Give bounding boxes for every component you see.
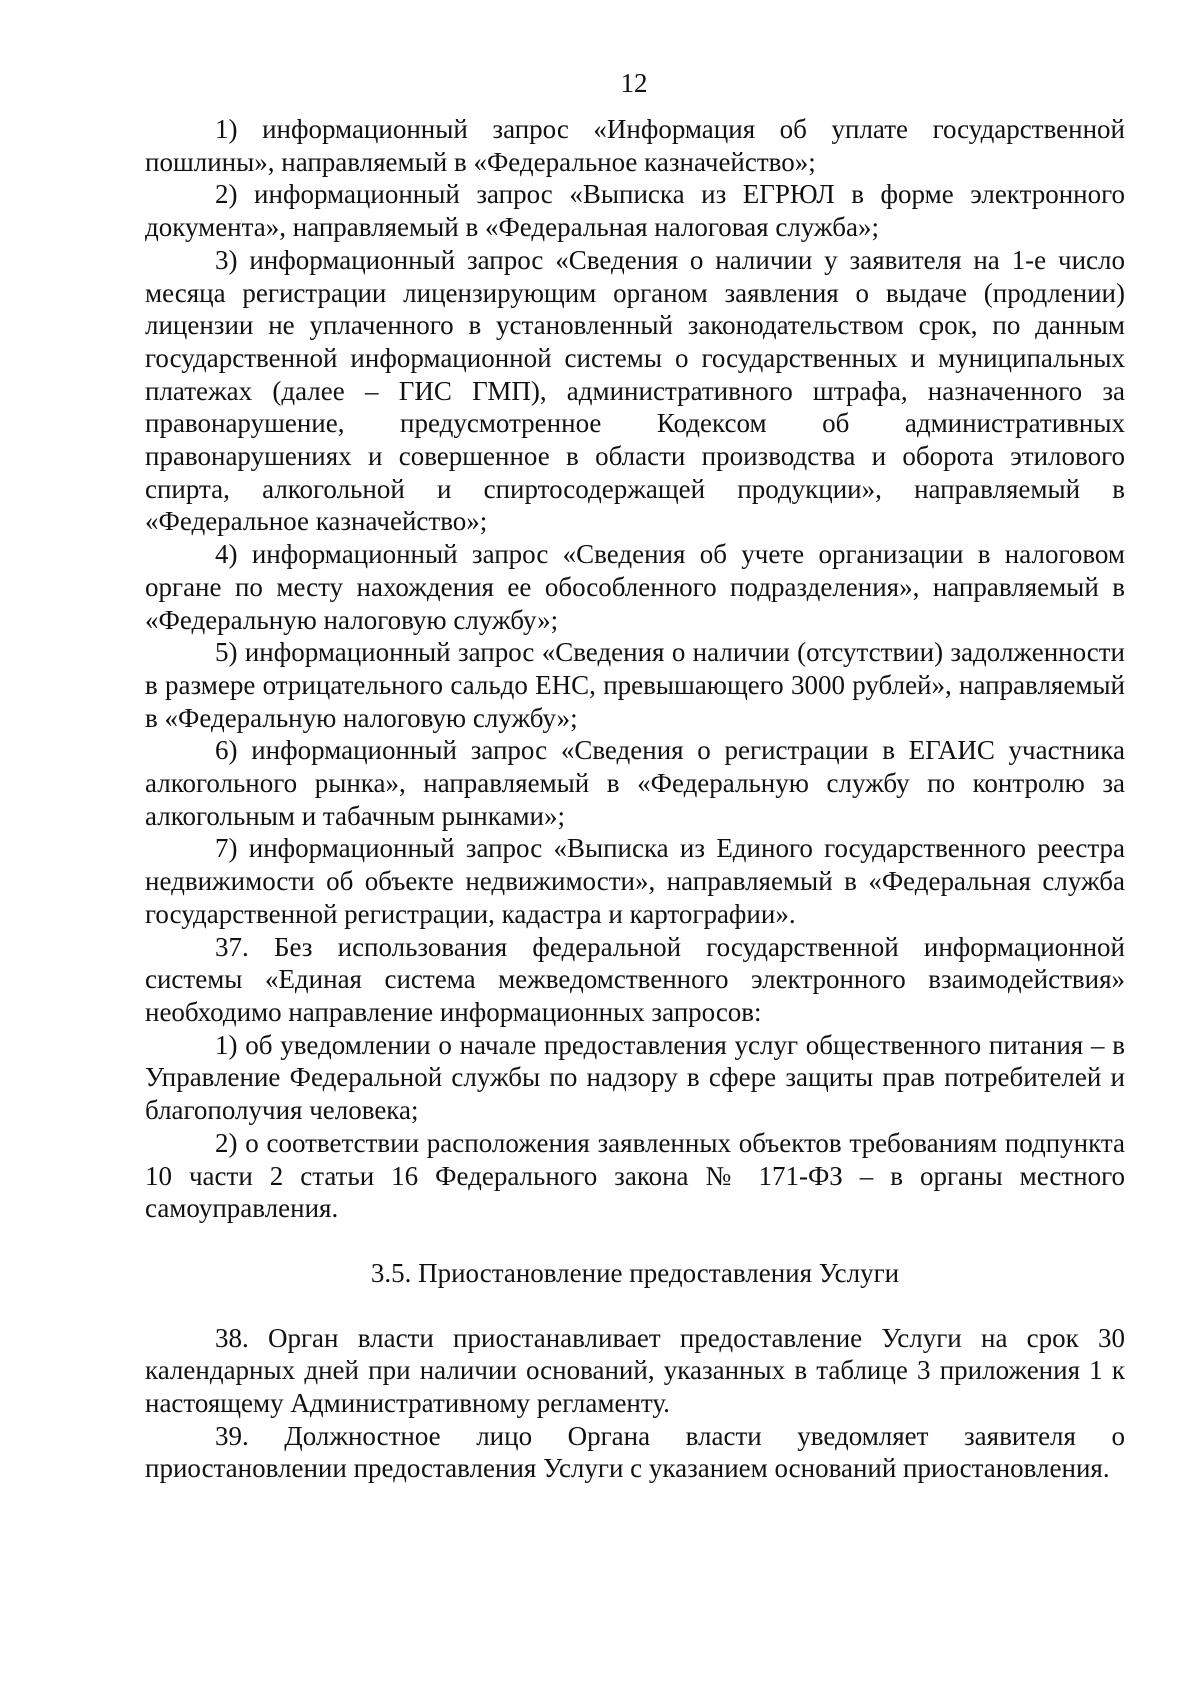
paragraph-request-state-fee: 1) информационный запрос «Информация об уплате государственной пошлины», направляемый в «Федеральное казначейство»;	[145, 114, 1125, 177]
document-body	[145, 113, 1125, 1485]
section-heading: 3.5. Приостановление предоставления Услуги	[370, 1257, 900, 1288]
paragraph-catering-notice: 1) об уведомлении о начале предоставления услуг общественного питания – в Управление Федеральной службы по надзору в сфере защиты прав потребителей и благополучия человека;	[145, 1029, 1125, 1126]
paragraph-request-debt: 5) информационный запрос «Сведения о наличии (отсутствии) задолженности в размере отрицательного сальдо ЕНС, превышающего 3000 рублей», направляемый в «Федеральную налоговую службу»;	[145, 637, 1125, 733]
paragraph-clause-38: 38. Орган власти приостанавливает предоставление Услуги на срок 30 календарных дней при наличии оснований, указанных в таблице 3 приложения 1 к настоящему Административному регламенту.	[145, 1322, 1125, 1419]
paragraph-request-real-estate: 7) информационный запрос «Выписка из Единого государственного реестра недвижимости об объекте недвижимости», направляемый в «Федеральная служба государственной регистрации, кадастра и картографии».	[145, 833, 1125, 929]
paragraph-request-egais: 6) информационный запрос «Сведения о регистрации в ЕГАИС участника алкогольного рынка», направляемый в «Федеральную службу по контролю за алкогольным и табачным рынками»;	[145, 735, 1125, 831]
paragraph-clause-39: 39. Должностное лицо Органа власти уведомляет заявителя о приостановлении предоставления Услуги с указанием оснований приостановления.	[145, 1420, 1125, 1484]
paragraph-request-fine-info: 3) информационный запрос «Сведения о наличии у заявителя на 1-е число месяца регистрации лицензирующим органом заявления о выдаче (продлении) лицензии не уплаченного в установленный законодательством срок, по данным государственной информационной системы о государственных и муниципальных платежах (далее – ГИС ГМП), административного штрафа, назначенного за правонарушение, предусмотренное Кодексом об административных правонарушениях и совершенное в области производства и оборота этилового спирта, алкогольной и спиртосодержащей продукции», направляемый в «Федеральное казначейство»;	[145, 244, 1125, 537]
paragraph-clause-37: 37. Без использования федеральной государственной информационной системы «Единая система межведомственного электронного взаимодействия» необходимо направление информационных запросов:	[145, 931, 1125, 1027]
paragraph-request-tax-registration: 4) информационный запрос «Сведения об учете организации в налоговом органе по месту нахождения ее обособленного подразделения», направляемый в «Федеральную налоговую службу»;	[145, 539, 1125, 635]
paragraph-request-egrul: 2) информационный запрос «Выписка из ЕГРЮЛ в форме электронного документа», направляемый в «Федеральная налоговая служба»;	[145, 179, 1125, 243]
paragraph-location-compliance: 2) о соответствии расположения заявленных объектов требованиям подпункта 10 части 2 статьи 16 Федерального закона № 171-ФЗ – в органы местного самоуправления.	[145, 1127, 1125, 1224]
page-number: 12	[620, 68, 648, 98]
